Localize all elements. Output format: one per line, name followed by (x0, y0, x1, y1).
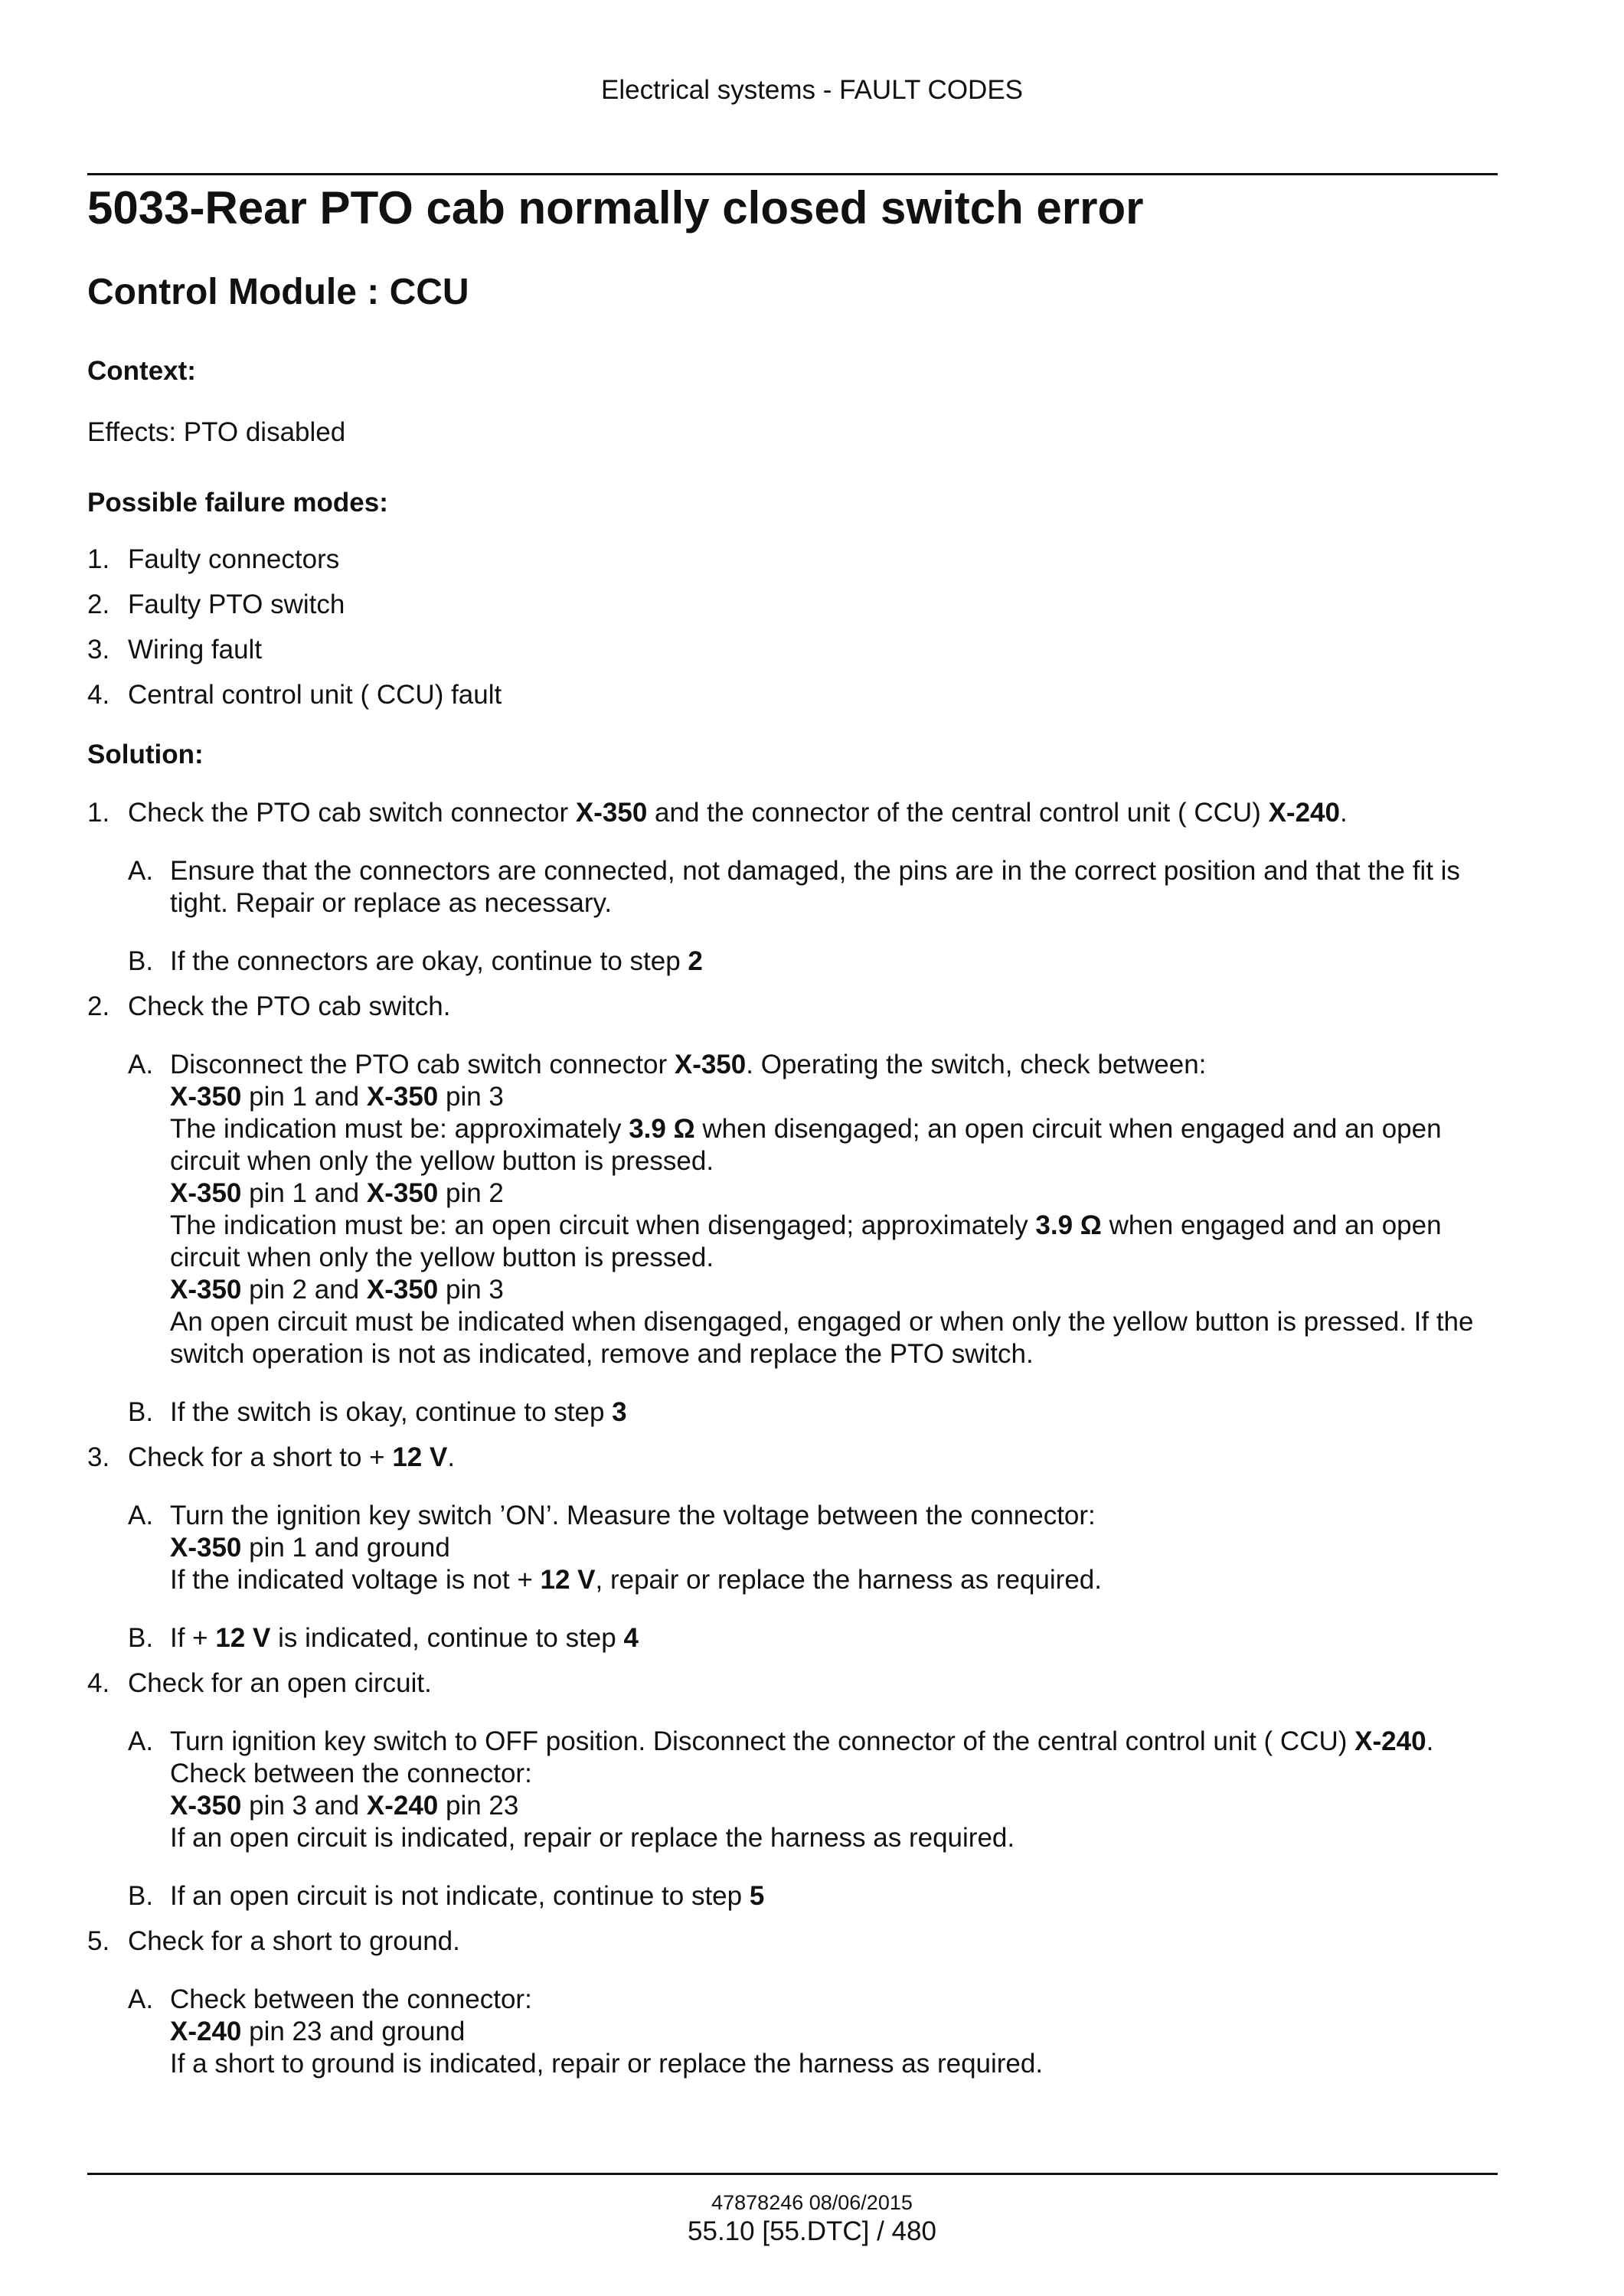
list-item: 3. Wiring fault (87, 635, 263, 665)
step-1-b: B. If the connectors are okay, continue to step 2 (128, 946, 703, 976)
solution-step-1: 1. Check the PTO cab switch connector X-350 and the connector of the central control unit ( CCU) X-240. A. Ensure that the connectors are connected, not damaged, the pins are in the correct position and that the fit is tight. Repair or replace as necessary. B. If the connectors are okay, continue to step 2 (87, 797, 1498, 978)
solution-step-5: 5. Check for a short to ground. A. Check between the connector: X-240 pin 23 and ground If a short to ground is indicated, repair or replace the harness as required. (87, 1925, 1498, 2080)
failure-modes-list (87, 544, 1498, 711)
fault-title: 5033-Rear PTO cab normally closed switch error (87, 182, 1144, 234)
solution-step-4: 4. Check for an open circuit. A. Turn ignition key switch to OFF position. Disconnect the connector of the central control unit ( CCU) X-240. Check between the connector: X-350 pin 3 and X-240 pin 23 If an open circuit is indicated, repair or replace the harness as required. B. If an open circuit is not indicate, continue to step 5 (87, 1667, 1498, 1912)
failure-modes-label: Possible failure modes: (87, 488, 388, 518)
step-3-b: B. If + 12 V is indicated, continue to step 4 (128, 1623, 639, 1653)
list-item: 4. Central control unit ( CCU) fault (87, 680, 502, 710)
list-item: 2. Faulty PTO switch (87, 590, 345, 619)
document-code: 47878246 08/06/2015 (711, 2191, 913, 2214)
document-body (87, 175, 1498, 2080)
context-label: Context: (87, 356, 196, 386)
solution-step-2: 2. Check the PTO cab switch. A. Disconnect the PTO cab switch connector X-350. Operating the switch, check between: X-350 pin 1 and X-350 pin 3 The indication must be: approximately 3.9 Ω when disengaged; an open circuit when engaged and an open circuit when only the yellow button is pressed. X-350 pin 1 and X-350 pin 2 The indication must be: an open circuit when disengaged; approximately 3.9 Ω when engaged and an open circuit when only the yellow button is pressed. X-350 pin 2 and X-350 pin 3 An open circuit must be indicated when disengaged, engaged or when only the yellow button is pressed. If the switch operation is not as indicated, remove and replace the PTO switch. B. If the switch is okay, continue to step 3 (87, 991, 1498, 1429)
list-item: 1. Faulty connectors (87, 544, 340, 574)
step-4-a: A. Turn ignition key switch to OFF position. Disconnect the connector of the central control unit ( CCU) X-240. Check between the connector: X-350 pin 3 and X-240 pin 23 If an open circuit is indicated, repair or replace the harness as required. (128, 1726, 1434, 1853)
solution-step-3: 3. Check for a short to + 12 V. A. Turn the ignition key switch ’ON’. Measure the voltage between the connector: X-350 pin 1 and ground If the indicated voltage is not + 12 V, repair or replace the harness as required. B. If + 12 V is indicated, continue to step 4 (87, 1442, 1498, 1654)
solution-label: Solution: (87, 740, 204, 769)
step-2-b: B. If the switch is okay, continue to step 3 (128, 1397, 627, 1427)
step-5-a: A. Check between the connector: X-240 pin 23 and ground If a short to ground is indicated, repair or replace the harness as required. (128, 1984, 1044, 2079)
page-number: 55.10 [55.DTC] / 480 (688, 2216, 936, 2246)
control-module-heading: Control Module : CCU (87, 272, 469, 312)
running-header: Electrical systems - FAULT CODES (600, 75, 1024, 105)
footer-rule (87, 2173, 1498, 2175)
step-4-b: B. If an open circuit is not indicate, continue to step 5 (128, 1881, 765, 1911)
step-3-a: A. Turn the ignition key switch ’ON’. Measure the voltage between the connector: X-350 pin 1 and ground If the indicated voltage is not + 12 V, repair or replace the harness as required. (128, 1501, 1102, 1595)
step-1-a: A. Ensure that the connectors are connected, not damaged, the pins are in the correct position and that the fit is tight. Repair or replace as necessary. (128, 856, 1460, 918)
step-2-a: A. Disconnect the PTO cab switch connector X-350. Operating the switch, check between: X-350 pin 1 and X-350 pin 3 The indication must be: approximately 3.9 Ω when disengaged; an open circuit when engaged and an open circuit when only the yellow button is pressed. X-350 pin 1 and X-350 pin 2 The indication must be: an open circuit when disengaged; approximately 3.9 Ω when engaged and an open circuit when only the yellow button is pressed. X-350 pin 2 and X-350 pin 3 An open circuit must be indicated when disengaged, engaged or when only the yellow button is pressed. If the switch operation is not as indicated, remove and replace the PTO switch. (128, 1050, 1474, 1369)
effects-text: Effects: PTO disabled (87, 417, 346, 447)
